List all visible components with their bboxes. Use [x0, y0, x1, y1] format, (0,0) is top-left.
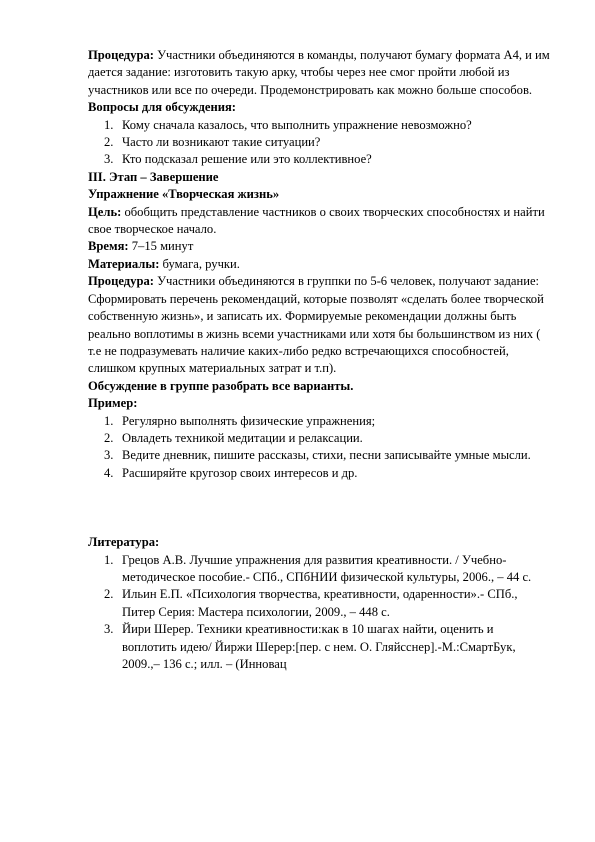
materials-label: Материалы: [88, 256, 160, 271]
time-label: Время: [88, 239, 129, 254]
procedure-text: Участники объединяются в группки по 5-6 человек, получают задание: Сформировать перечень рекомендаций, которые позволят «сделать более творческой собственную жизнь», и записать их. Формируемые рекомендации должны быть реально воплотимы в жизнь всеми участниками или хотя бы большинством из них ( т.е не подразумевать наличие каких-либо редко встречающихся способностей, слишком крупных материальных затрат и т.п). [88, 274, 544, 376]
literature-list [88, 552, 550, 674]
group-discussion-line: Обсуждение в группе разобрать все варианты. [88, 378, 354, 393]
procedure-text: Участники объединяются в команды, получают бумагу формата А4, и им дается задание: изготовить такую арку, чтобы через нее смог пройти любой из участников или все по очереди. Продемонстрировать как можно больше способов. [88, 48, 550, 97]
stage-heading: III. Этап – Завершение [88, 169, 219, 184]
materials-paragraph [88, 256, 550, 273]
goal-paragraph [88, 204, 550, 239]
discussion-heading: Вопросы для обсуждения: [88, 100, 236, 115]
procedure-label: Процедура: [88, 48, 154, 62]
procedure-paragraph-1 [88, 47, 550, 99]
list-item: 4. Расширяйте кругозор своих интересов и др. [104, 465, 358, 480]
goal-text: обобщить представление частников о своих творческих способностях и найти свое творческое начало. [88, 204, 545, 237]
list-item: 3. Кто подсказал решение или это коллективное? [104, 152, 372, 167]
list-item: 3. Йири Шерер. Техники креативности:как в 10 шагах найти, оценить и воплотить идею/ Йиржи Шерер:[пер. с нем. О. Гляйсснер].-М.:СмартБук, 2009.,– 136 с.; илл. – (Инновац [104, 622, 516, 671]
materials-text: бумага, ручки. [159, 256, 240, 271]
list-item: 2. Овладеть техникой медитации и релаксации. [104, 430, 363, 445]
time-paragraph [88, 238, 550, 255]
procedure-paragraph-2 [88, 273, 550, 377]
spacer [88, 482, 550, 534]
list-item: 1. Кому сначала казалось, что выполнить упражнение невозможно? [104, 117, 472, 132]
procedure-label: Процедура: [88, 274, 154, 289]
example-heading: Пример: [88, 396, 138, 411]
discussion-list [88, 117, 550, 169]
document-content [88, 47, 550, 673]
literature-heading: Литература: [88, 535, 160, 550]
exercise-heading: Упражнение «Творческая жизнь» [88, 187, 280, 202]
list-item: 2. Ильин Е.П. «Психология творчества, креативности, одаренности».- СПб., Питер Серия: Мастера психологии, 2009., – 448 с. [104, 587, 518, 619]
time-text: 7–15 минут [128, 239, 194, 254]
list-item: 3. Ведите дневник, пишите рассказы, стихи, песни записывайте умные мысли. [104, 448, 531, 463]
list-item: 1. Регулярно выполнять физические упражнения; [104, 413, 376, 428]
list-item: 2. Часто ли возникают такие ситуации? [104, 135, 321, 150]
example-list [88, 413, 550, 483]
list-item: 1. Грецов А.В. Лучшие упражнения для развития креативности. / Учебно-методическое пособие.- СПб., СПбНИИ физической культуры, 2006., – 44 с. [104, 552, 532, 584]
goal-label: Цель: [88, 204, 122, 219]
